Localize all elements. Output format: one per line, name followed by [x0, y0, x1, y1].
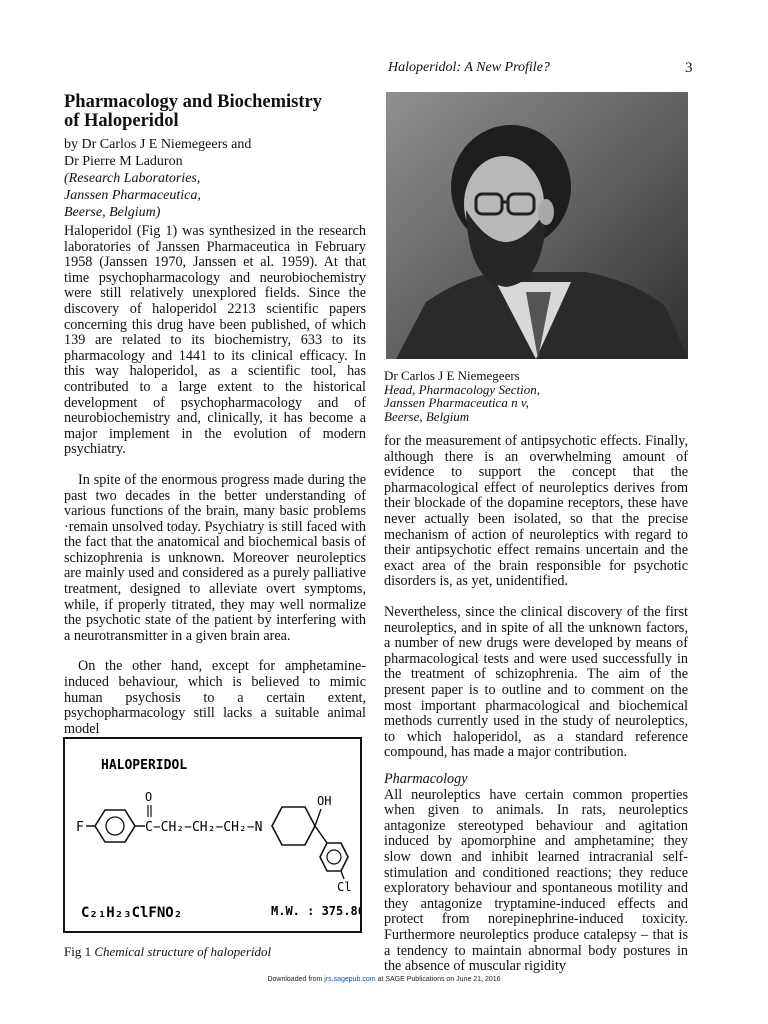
paragraph: All neuroleptics have certain common properties when given to animals. In rats, neuroleptics antagonize stereotyped behaviour and agitation induced by apomorphine and amphetamine; they slow down and inhibit learned intracranial self-stimulation and conditioned reactions; they reduce exploratory behaviour and spontaneous motility and they antagonize tryptamine-induced effects and protect from norepinephrine-induced toxicity. Furthermore neuroleptics produce catalepsy – that is a tendency to maintain abnormal body postures in the absence of muscular rigidity	[384, 786, 688, 975]
section-heading: Pharmacology	[384, 771, 468, 787]
photo-caption	[384, 369, 688, 423]
carbon-chain: C−CH₂−CH₂−CH₂−N	[145, 820, 263, 835]
chemical-structure-figure	[63, 737, 362, 933]
caption-line: Beerse, Belgium	[384, 408, 470, 424]
chlorophenyl-ring	[320, 843, 348, 871]
paragraph: In spite of the enormous progress made during the past two decades in the better understanding of various functions of the brain, many basic problems ·remain unsolved today. Psychiatry is still faced with the fact that the anatomical and biochemical basis of schizophrenia is unknown. Moreover neuroleptics are mainly used and considered as a purely palliative treatment, designed to alleviate overt symptoms, while, if properly titrated, they may well normalize the psychotic state of the patient by interfering with a neurotransmitter in a given brain area.	[64, 471, 366, 644]
caption-name: Dr Carlos J E Niemegeers	[384, 368, 520, 383]
right-column-top	[384, 434, 688, 761]
byline	[64, 136, 364, 221]
fluorine-atom: F	[76, 820, 84, 835]
molecular-weight: M.W. : 375.86	[271, 904, 360, 918]
benzene-ring	[95, 810, 135, 842]
affiliation-line-2: Janssen Pharmaceutica,	[64, 188, 201, 203]
running-title: Haloperidol: A New Profile?	[388, 60, 550, 75]
piperidine-ring	[272, 807, 315, 845]
figure-caption-text: Chemical structure of haloperidol	[94, 944, 272, 959]
compound-name: HALOPERIDOL	[101, 758, 188, 773]
article-title-line-2: of Haloperidol	[64, 111, 179, 131]
hydroxyl-group: OH	[317, 794, 332, 808]
footer-prefix: Downloaded from	[267, 976, 325, 983]
affiliation-line-1: (Research Laboratories,	[64, 171, 201, 186]
paragraph: Nevertheless, since the clinical discovery of the first neuroleptics, and in spite of all the unknown factors, a number of new drugs were developed by means of pharmacological tests and were used successfully in the treatment of schizophrenia. The aim of the present paper is to outline and to comment on the most important pharmacological and biochemical methods currently used in the study of neuroleptics, to which haloperidol, as a standard reference compound, has made a major contribution.	[384, 603, 688, 761]
structure-diagram	[65, 739, 360, 931]
portrait-image	[386, 92, 688, 359]
left-column	[64, 224, 366, 737]
figure-label: Fig 1	[64, 944, 92, 959]
caption-line: Head, Pharmacology Section,	[384, 381, 540, 397]
molecular-formula: C₂₁H₂₃ClFNO₂	[81, 905, 183, 921]
download-footer	[0, 976, 768, 983]
paragraph: Haloperidol (Fig 1) was synthesized in the research laboratories of Janssen Pharmaceutica in February 1958 (Janssen 1970, Janssen et al. 1959). At that time psychopharmacology and neurobiochemistry were still relatively unexplored fields. Since the discovery of haloperidol 2213 scientific papers concerning this drug have been published, of which 139 are related to its biochemistry, 633 to its pharmacology and 1441 to its clinical efficacy. In this way haloperidol, as a scientific tool, has contributed to a large extent to the historical development of psychopharmacology and of neurobiochemistry and, clinically, it has become a major implement in the evolution of modern psychiatry.	[64, 223, 366, 458]
paragraph: for the measurement of antipsychotic effects. Finally, although there is an overwhelming amount of evidence to support the concept that the pharmacological effect of neuroleptics derives from their blockade of the dopamine receptors, these have never actually been isolated, so that the precise mechanism of action of neuroleptics with regard to their antipsychotic effect remains uncertain and the exact area of the brain responsible for psychotic disorders is, as yet, unidentified.	[384, 433, 688, 590]
caption-line: Janssen Pharmaceutica n v,	[384, 395, 529, 410]
footer-suffix: at SAGE Publications on June 21, 2016	[375, 976, 501, 983]
chlorine-atom: Cl	[337, 880, 352, 894]
page-number: 3	[685, 60, 693, 76]
paragraph: On the other hand, except for amphetamine-induced behaviour, which is believed to mimic human psychosis to a certain extent, psychopharmacology still lacks a suitable animal model	[64, 658, 366, 737]
carbonyl-oxygen: O	[145, 790, 153, 804]
affiliation-line-3: Beerse, Belgium)	[64, 205, 161, 220]
author-photo	[386, 92, 688, 359]
figure-caption	[64, 944, 271, 960]
footer-link[interactable]: jrs.sagepub.com	[324, 976, 376, 983]
author-line-2: Dr Pierre M Laduron	[64, 154, 183, 169]
right-column-bottom	[384, 772, 688, 975]
article-title	[64, 93, 364, 131]
author-line-1: by Dr Carlos J E Niemegeers and	[64, 137, 252, 152]
article-title-line-1: Pharmacology and Biochemistry	[64, 92, 322, 112]
